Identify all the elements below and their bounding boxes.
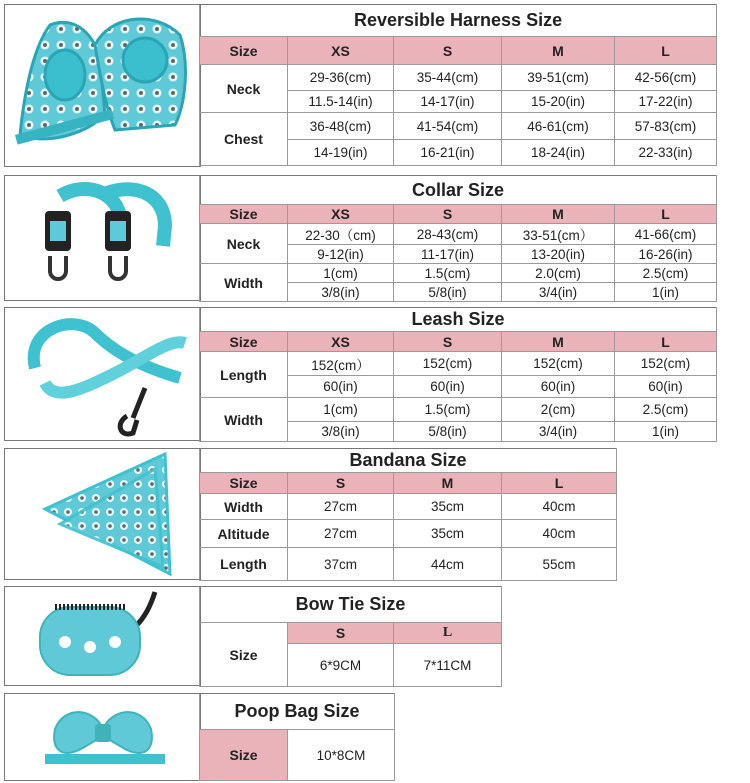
table-cell: 1.5(cm) <box>394 264 502 283</box>
harness-image <box>4 4 201 167</box>
size-s-header: S <box>288 473 394 494</box>
chest-label: Chest <box>200 113 288 166</box>
table-cell: 1(in) <box>615 422 717 442</box>
bandana-table <box>199 448 617 581</box>
table-cell: 39-51(cm) <box>502 65 615 91</box>
size-label: Size <box>200 623 288 687</box>
leash-table <box>199 307 717 442</box>
neck-label: Neck <box>200 224 288 264</box>
table-cell: 16-21(in) <box>394 140 502 166</box>
table-cell: 2.0(cm) <box>502 264 615 283</box>
table-cell: 41-66(cm) <box>615 224 717 245</box>
size-s-header: S <box>288 623 394 644</box>
bandana-image <box>4 448 201 580</box>
size-header: Size <box>200 37 288 65</box>
table-cell: 60(in) <box>615 376 717 398</box>
table-cell: 35cm <box>394 520 502 548</box>
table-cell: 1(in) <box>615 283 717 302</box>
table-cell: 11-17(in) <box>394 245 502 264</box>
table-cell: 2.5(cm) <box>615 398 717 422</box>
table-cell: 3/8(in) <box>288 283 394 302</box>
table-cell: 1(cm) <box>288 264 394 283</box>
table-cell: 28-43(cm) <box>394 224 502 245</box>
bowtie-image <box>4 586 201 686</box>
size-s-header: S <box>394 332 502 352</box>
table-cell: 33-51(cm） <box>502 224 615 245</box>
table-cell: 5/8(in) <box>394 422 502 442</box>
table-cell: 60(in) <box>502 376 615 398</box>
table-cell: 9-12(in) <box>288 245 394 264</box>
table-cell: 2.5(cm) <box>615 264 717 283</box>
table-cell: 22-30（cm) <box>288 224 394 245</box>
size-l-header: L <box>615 332 717 352</box>
table-cell: 41-54(cm) <box>394 113 502 140</box>
harness-title: Reversible Harness Size <box>200 5 717 37</box>
size-l-header: L <box>502 473 617 494</box>
leash-title: Leash Size <box>200 308 717 332</box>
table-cell: 29-36(cm) <box>288 65 394 91</box>
size-m-header: M <box>394 473 502 494</box>
size-header: Size <box>200 205 288 224</box>
size-l-header: L <box>615 205 717 224</box>
table-cell: 17-22(in) <box>615 91 717 113</box>
table-cell: 55cm <box>502 548 617 581</box>
width-label: Width <box>200 398 288 442</box>
table-cell: 36-48(cm) <box>288 113 394 140</box>
table-cell: 3/4(in) <box>502 283 615 302</box>
size-xs-header: XS <box>288 37 394 65</box>
table-cell: 11.5-14(in) <box>288 91 394 113</box>
poopbag-section <box>4 693 394 781</box>
table-cell: 1.5(cm) <box>394 398 502 422</box>
table-cell: 3/4(in) <box>502 422 615 442</box>
size-header: Size <box>200 332 288 352</box>
width-label: Width <box>200 264 288 302</box>
table-cell: 60(in) <box>394 376 502 398</box>
size-l-header: L <box>394 623 502 644</box>
bandana-section <box>4 448 616 580</box>
poopbag-image <box>4 693 201 781</box>
table-cell: 18-24(in) <box>502 140 615 166</box>
size-xs-header: XS <box>288 205 394 224</box>
table-cell: 42-56(cm) <box>615 65 717 91</box>
altitude-label: Altitude <box>200 520 288 548</box>
table-cell: 152(cm) <box>615 352 717 376</box>
table-cell: 35cm <box>394 494 502 520</box>
table-cell: 14-19(in) <box>288 140 394 166</box>
table-cell: 57-83(cm) <box>615 113 717 140</box>
bowtie-title: Bow Tie Size <box>200 587 502 623</box>
size-label: Size <box>200 730 288 781</box>
harness-table <box>199 4 717 166</box>
table-cell: 13-20(in) <box>502 245 615 264</box>
table-cell: 152(cm) <box>502 352 615 376</box>
table-cell: 46-61(cm) <box>502 113 615 140</box>
harness-section <box>4 4 716 167</box>
table-cell: 14-17(in) <box>394 91 502 113</box>
table-cell: 60(in) <box>288 376 394 398</box>
size-l-header: L <box>615 37 717 65</box>
table-cell: 2(cm) <box>502 398 615 422</box>
table-cell: 10*8CM <box>288 730 395 781</box>
table-cell: 5/8(in) <box>394 283 502 302</box>
table-cell: 6*9CM <box>288 644 394 687</box>
width-label: Width <box>200 494 288 520</box>
size-m-header: M <box>502 332 615 352</box>
table-cell: 1(cm) <box>288 398 394 422</box>
length-label: Length <box>200 352 288 398</box>
table-cell: 40cm <box>502 520 617 548</box>
size-m-header: M <box>502 37 615 65</box>
size-xs-header: XS <box>288 332 394 352</box>
table-cell: 44cm <box>394 548 502 581</box>
collar-image <box>4 175 201 301</box>
bowtie-section <box>4 586 502 686</box>
table-cell: 35-44(cm) <box>394 65 502 91</box>
size-m-header: M <box>502 205 615 224</box>
poopbag-table <box>199 693 395 781</box>
table-cell: 40cm <box>502 494 617 520</box>
table-cell: 22-33(in) <box>615 140 717 166</box>
size-header: Size <box>200 473 288 494</box>
table-cell: 15-20(in) <box>502 91 615 113</box>
size-s-header: S <box>394 205 502 224</box>
leash-section <box>4 307 716 441</box>
table-cell: 152(cm） <box>288 352 394 376</box>
length-label: Length <box>200 548 288 581</box>
table-cell: 7*11CM <box>394 644 502 687</box>
collar-section <box>4 175 716 301</box>
bowtie-table <box>199 586 502 687</box>
size-s-header: S <box>394 37 502 65</box>
table-cell: 3/8(in) <box>288 422 394 442</box>
table-cell: 16-26(in) <box>615 245 717 264</box>
collar-title: Collar Size <box>200 176 717 205</box>
table-cell: 27cm <box>288 520 394 548</box>
bandana-title: Bandana Size <box>200 449 617 473</box>
leash-image <box>4 307 201 441</box>
table-cell: 27cm <box>288 494 394 520</box>
table-cell: 152(cm) <box>394 352 502 376</box>
poopbag-title: Poop Bag Size <box>200 694 395 730</box>
neck-label: Neck <box>200 65 288 113</box>
table-cell: 37cm <box>288 548 394 581</box>
collar-table <box>199 175 717 302</box>
